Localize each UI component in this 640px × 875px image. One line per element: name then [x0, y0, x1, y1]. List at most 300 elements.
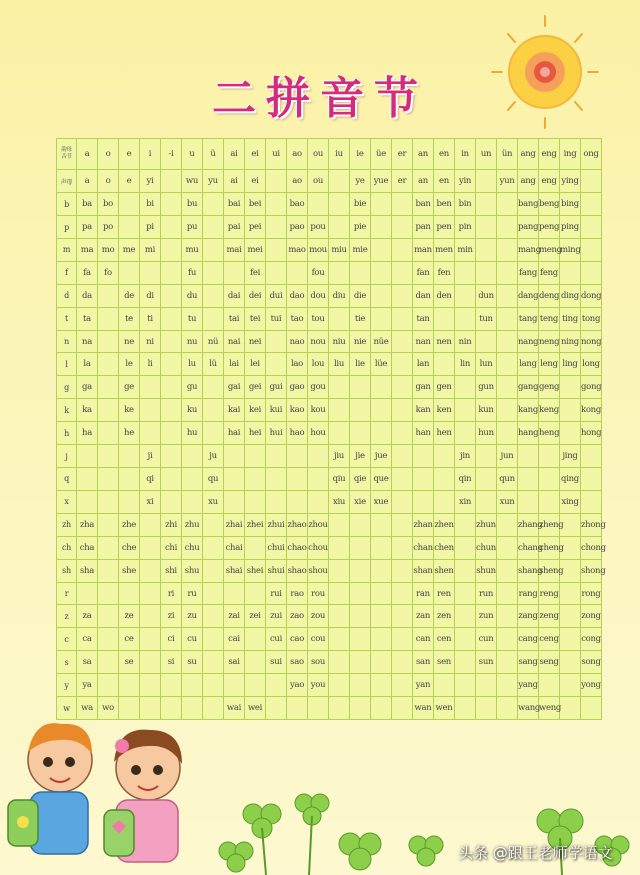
syllable-cell: shou	[308, 559, 329, 582]
syllable-cell: hui	[266, 422, 287, 445]
syllable-cell: bai	[224, 193, 245, 216]
syllable-cell: shang	[518, 559, 539, 582]
syllable-cell: bi	[140, 193, 161, 216]
syllable-cell: chai	[224, 536, 245, 559]
syllable-cell	[392, 193, 413, 216]
syllable-cell: nao	[287, 330, 308, 353]
syllable-cell: jie	[350, 445, 371, 468]
syllable-cell	[140, 422, 161, 445]
page-title: 二拼音节	[212, 73, 428, 124]
syllable-cell: pin	[455, 216, 476, 239]
syllable-cell	[287, 445, 308, 468]
syllable-cell: ri	[161, 582, 182, 605]
header-cell: ün	[497, 139, 518, 170]
syllable-cell	[350, 582, 371, 605]
syllable-cell	[203, 582, 224, 605]
syllable-cell: nong	[581, 330, 602, 353]
syllable-cell: si	[161, 651, 182, 674]
syllable-cell	[98, 445, 119, 468]
syllable-cell: tao	[287, 307, 308, 330]
syllable-cell: tui	[266, 307, 287, 330]
header-cell: üe	[371, 139, 392, 170]
syllable-cell	[476, 238, 497, 261]
syllable-cell	[329, 399, 350, 422]
syllable-cell	[119, 216, 140, 239]
syllable-cell	[203, 422, 224, 445]
syllable-cell: qi	[140, 468, 161, 491]
syllable-cell: deng	[539, 284, 560, 307]
syllable-cell	[560, 376, 581, 399]
syllable-cell: wa	[77, 697, 98, 720]
syllable-cell: teng	[539, 307, 560, 330]
syllable-cell	[266, 261, 287, 284]
syllable-cell: chang	[518, 536, 539, 559]
syllable-cell: o	[98, 170, 119, 193]
syllable-cell	[476, 445, 497, 468]
syllable-cell	[266, 193, 287, 216]
syllable-cell: hai	[224, 422, 245, 445]
syllable-cell	[329, 582, 350, 605]
row-label: m	[57, 238, 77, 261]
syllable-cell: ning	[560, 330, 581, 353]
syllable-cell: fa	[77, 261, 98, 284]
syllable-cell: yan	[413, 674, 434, 697]
syllable-cell	[161, 399, 182, 422]
syllable-cell: yu	[203, 170, 224, 193]
syllable-cell: yao	[287, 674, 308, 697]
syllable-cell: le	[119, 353, 140, 376]
syllable-cell	[497, 536, 518, 559]
syllable-cell: heng	[539, 422, 560, 445]
syllable-cell	[245, 674, 266, 697]
syllable-cell	[392, 651, 413, 674]
syllable-cell: tang	[518, 307, 539, 330]
syllable-cell: ai	[224, 170, 245, 193]
syllable-cell: jin	[455, 445, 476, 468]
syllable-cell: ran	[413, 582, 434, 605]
syllable-cell	[371, 261, 392, 284]
syllable-cell	[455, 536, 476, 559]
syllable-cell	[392, 582, 413, 605]
syllable-cell: keng	[539, 399, 560, 422]
syllable-cell: man	[413, 238, 434, 261]
syllable-cell: fang	[518, 261, 539, 284]
syllable-cell	[161, 353, 182, 376]
syllable-cell: zui	[266, 605, 287, 628]
syllable-cell	[413, 490, 434, 513]
syllable-cell: rong	[581, 582, 602, 605]
syllable-cell: liu	[329, 353, 350, 376]
syllable-cell: ne	[119, 330, 140, 353]
corner-label-syllables: 音节	[61, 154, 72, 161]
syllable-cell	[161, 170, 182, 193]
syllable-cell	[581, 468, 602, 491]
syllable-cell: mei	[245, 238, 266, 261]
syllable-cell: zong	[581, 605, 602, 628]
syllable-cell	[308, 445, 329, 468]
syllable-cell	[371, 536, 392, 559]
syllable-cell	[434, 674, 455, 697]
syllable-cell: men	[434, 238, 455, 261]
syllable-cell: lie	[350, 353, 371, 376]
syllable-cell	[203, 284, 224, 307]
syllable-cell	[455, 399, 476, 422]
table-row	[57, 513, 602, 536]
syllable-cell	[119, 490, 140, 513]
girl-illustration	[104, 730, 182, 862]
syllable-cell	[455, 674, 476, 697]
table-row	[57, 376, 602, 399]
header-cell: ai	[224, 139, 245, 170]
syllable-cell	[203, 216, 224, 239]
syllable-cell	[161, 284, 182, 307]
syllable-cell	[98, 536, 119, 559]
syllable-cell	[434, 445, 455, 468]
syllable-cell: ru	[182, 582, 203, 605]
syllable-cell: ken	[434, 399, 455, 422]
syllable-cell	[455, 582, 476, 605]
syllable-cell: du	[182, 284, 203, 307]
syllable-cell	[392, 468, 413, 491]
syllable-cell	[497, 261, 518, 284]
syllable-cell	[203, 628, 224, 651]
syllable-cell	[581, 445, 602, 468]
syllable-cell	[392, 353, 413, 376]
syllable-cell: pen	[434, 216, 455, 239]
syllable-cell: chi	[161, 536, 182, 559]
syllable-cell: bin	[455, 193, 476, 216]
syllable-cell	[497, 628, 518, 651]
row-label: s	[57, 651, 77, 674]
syllable-cell: nu	[182, 330, 203, 353]
syllable-cell	[455, 261, 476, 284]
row-label: b	[57, 193, 77, 216]
syllable-cell	[161, 490, 182, 513]
syllable-cell	[329, 628, 350, 651]
syllable-cell	[392, 674, 413, 697]
table-row	[57, 330, 602, 353]
syllable-cell	[476, 330, 497, 353]
syllable-cell	[371, 284, 392, 307]
syllable-cell	[350, 559, 371, 582]
syllable-cell	[392, 261, 413, 284]
syllable-cell: ka	[77, 399, 98, 422]
syllable-cell	[329, 376, 350, 399]
syllable-cell	[287, 261, 308, 284]
syllable-cell	[560, 422, 581, 445]
syllable-cell: tan	[413, 307, 434, 330]
syllable-cell: gou	[308, 376, 329, 399]
syllable-cell: kao	[287, 399, 308, 422]
syllable-cell: shai	[224, 559, 245, 582]
watermark-text: 头条 @跟王老师学语文	[458, 844, 613, 862]
syllable-cell: qin	[455, 468, 476, 491]
syllable-cell	[203, 307, 224, 330]
syllable-cell: ge	[119, 376, 140, 399]
syllable-cell	[140, 261, 161, 284]
syllable-cell	[371, 513, 392, 536]
syllable-cell	[350, 651, 371, 674]
row-label: k	[57, 399, 77, 422]
syllable-cell	[119, 445, 140, 468]
syllable-cell: su	[182, 651, 203, 674]
syllable-cell	[392, 284, 413, 307]
syllable-cell	[98, 284, 119, 307]
syllable-cell: rang	[518, 582, 539, 605]
syllable-cell: ke	[119, 399, 140, 422]
syllable-cell: cheng	[539, 536, 560, 559]
syllable-cell: lin	[455, 353, 476, 376]
syllable-cell	[98, 330, 119, 353]
header-cell: ei	[245, 139, 266, 170]
syllable-cell	[161, 238, 182, 261]
syllable-cell: shong	[581, 559, 602, 582]
syllable-cell: zhan	[413, 513, 434, 536]
syllable-cell: mai	[224, 238, 245, 261]
syllable-cell: ji	[140, 445, 161, 468]
syllable-cell: wang	[518, 697, 539, 720]
table-row	[57, 193, 602, 216]
syllable-cell	[476, 261, 497, 284]
syllable-cell	[161, 468, 182, 491]
syllable-cell	[161, 261, 182, 284]
syllable-cell	[560, 605, 581, 628]
syllable-cell: fei	[245, 261, 266, 284]
syllable-cell	[161, 330, 182, 353]
syllable-cell	[98, 376, 119, 399]
syllable-cell	[266, 468, 287, 491]
syllable-cell	[350, 628, 371, 651]
syllable-cell	[371, 605, 392, 628]
syllable-cell	[329, 674, 350, 697]
syllable-cell	[77, 468, 98, 491]
syllable-cell: mang	[518, 238, 539, 261]
syllable-cell: zhong	[581, 513, 602, 536]
syllable-cell: ca	[77, 628, 98, 651]
syllable-cell: shu	[182, 559, 203, 582]
syllable-cell	[497, 559, 518, 582]
syllable-cell: zang	[518, 605, 539, 628]
syllable-cell: run	[476, 582, 497, 605]
syllable-cell: zao	[287, 605, 308, 628]
syllable-cell: nen	[434, 330, 455, 353]
syllable-cell: wai	[224, 697, 245, 720]
syllable-cell: wo	[98, 697, 119, 720]
syllable-cell	[392, 605, 413, 628]
syllable-cell: za	[77, 605, 98, 628]
syllable-cell	[266, 216, 287, 239]
syllable-cell: zan	[413, 605, 434, 628]
syllable-cell	[392, 307, 413, 330]
syllable-cell: gai	[224, 376, 245, 399]
syllable-cell	[539, 490, 560, 513]
syllable-cell	[224, 674, 245, 697]
syllable-cell: lou	[308, 353, 329, 376]
syllable-cell	[371, 628, 392, 651]
syllable-cell	[497, 353, 518, 376]
syllable-cell	[287, 468, 308, 491]
syllable-cell: die	[350, 284, 371, 307]
syllable-cell	[161, 193, 182, 216]
syllable-cell: zha	[77, 513, 98, 536]
syllable-cell: dan	[413, 284, 434, 307]
syllable-cell	[476, 193, 497, 216]
table-row	[57, 399, 602, 422]
corner-label-finals: 韵母	[61, 147, 72, 154]
syllable-cell: tou	[308, 307, 329, 330]
syllable-cell: gen	[434, 376, 455, 399]
syllable-cell	[119, 468, 140, 491]
syllable-cell	[161, 445, 182, 468]
syllable-cell	[140, 399, 161, 422]
syllable-cell: shi	[161, 559, 182, 582]
syllable-cell: feng	[539, 261, 560, 284]
syllable-cell: cha	[77, 536, 98, 559]
syllable-cell	[224, 261, 245, 284]
table-row	[57, 238, 602, 261]
syllable-cell: xiu	[329, 490, 350, 513]
syllable-cell: song	[581, 651, 602, 674]
syllable-cell	[266, 445, 287, 468]
syllable-cell	[203, 376, 224, 399]
syllable-cell: hun	[476, 422, 497, 445]
syllable-cell: hu	[182, 422, 203, 445]
syllable-cell	[497, 399, 518, 422]
row-label: y	[57, 674, 77, 697]
syllable-cell: pan	[413, 216, 434, 239]
syllable-cell	[434, 353, 455, 376]
syllable-cell	[203, 399, 224, 422]
syllable-cell	[287, 490, 308, 513]
syllable-cell: neng	[539, 330, 560, 353]
syllable-cell: qun	[497, 468, 518, 491]
syllable-cell: pu	[182, 216, 203, 239]
syllable-cell: zhui	[266, 513, 287, 536]
syllable-cell: ju	[203, 445, 224, 468]
table-row	[57, 582, 602, 605]
syllable-cell	[581, 170, 602, 193]
syllable-cell: xie	[350, 490, 371, 513]
header-cell: iu	[329, 139, 350, 170]
syllable-cell	[329, 422, 350, 445]
syllable-cell	[98, 651, 119, 674]
syllable-cell	[497, 307, 518, 330]
table-row	[57, 536, 602, 559]
syllable-cell	[560, 261, 581, 284]
syllable-cell: ling	[560, 353, 581, 376]
syllable-cell	[245, 536, 266, 559]
syllable-cell	[371, 422, 392, 445]
syllable-cell	[539, 445, 560, 468]
syllable-cell: de	[119, 284, 140, 307]
syllable-cell: fen	[434, 261, 455, 284]
syllable-cell	[98, 513, 119, 536]
row-label: r	[57, 582, 77, 605]
syllable-cell: wan	[413, 697, 434, 720]
syllable-cell: ting	[560, 307, 581, 330]
syllable-cell	[392, 559, 413, 582]
syllable-cell: mu	[182, 238, 203, 261]
syllable-cell: xin	[455, 490, 476, 513]
syllable-cell: lu	[182, 353, 203, 376]
syllable-cell: dui	[266, 284, 287, 307]
syllable-cell	[455, 307, 476, 330]
header-cell: o	[98, 139, 119, 170]
header-cell: eng	[539, 139, 560, 170]
syllable-cell: kei	[245, 399, 266, 422]
table-row	[57, 628, 602, 651]
syllable-cell	[203, 559, 224, 582]
syllable-cell: weng	[539, 697, 560, 720]
syllable-cell	[140, 674, 161, 697]
syllable-cell	[392, 376, 413, 399]
syllable-cell: rou	[308, 582, 329, 605]
syllable-cell: bing	[560, 193, 581, 216]
row-label: n	[57, 330, 77, 353]
syllable-cell: you	[308, 674, 329, 697]
sun-illustration	[490, 12, 600, 132]
row-label: g	[57, 376, 77, 399]
syllable-cell	[266, 170, 287, 193]
syllable-cell: ya	[77, 674, 98, 697]
syllable-cell	[140, 513, 161, 536]
syllable-cell	[329, 216, 350, 239]
syllable-cell: en	[434, 170, 455, 193]
syllable-cell: tu	[182, 307, 203, 330]
syllable-cell: lang	[518, 353, 539, 376]
syllable-cell	[266, 238, 287, 261]
syllable-cell	[245, 445, 266, 468]
syllable-cell: bang	[518, 193, 539, 216]
syllable-cell: nüe	[371, 330, 392, 353]
syllable-cell: shei	[245, 559, 266, 582]
syllable-cell	[581, 238, 602, 261]
syllable-cell	[329, 651, 350, 674]
syllable-cell	[392, 536, 413, 559]
header-cell: -i	[161, 139, 182, 170]
syllable-cell: bei	[245, 193, 266, 216]
syllable-cell: she	[119, 559, 140, 582]
syllable-cell: ta	[77, 307, 98, 330]
header-cell: ao	[287, 139, 308, 170]
syllable-cell: dei	[245, 284, 266, 307]
syllable-cell: nan	[413, 330, 434, 353]
syllable-cell: ying	[560, 170, 581, 193]
syllable-cell: gei	[245, 376, 266, 399]
syllable-cell: que	[371, 468, 392, 491]
syllable-cell: ci	[161, 628, 182, 651]
syllable-cell: fan	[413, 261, 434, 284]
table-row	[57, 353, 602, 376]
syllable-cell: shao	[287, 559, 308, 582]
syllable-cell: jiu	[329, 445, 350, 468]
syllable-cell	[539, 674, 560, 697]
syllable-cell: ze	[119, 605, 140, 628]
syllable-cell: li	[140, 353, 161, 376]
syllable-cell	[308, 193, 329, 216]
header-cell: ong	[581, 139, 602, 170]
syllable-cell	[98, 399, 119, 422]
syllable-cell	[266, 330, 287, 353]
syllable-cell: mie	[350, 238, 371, 261]
syllable-cell	[203, 513, 224, 536]
syllable-cell: chun	[476, 536, 497, 559]
syllable-cell: tun	[476, 307, 497, 330]
syllable-cell	[98, 490, 119, 513]
syllable-cell	[392, 628, 413, 651]
syllable-cell: na	[77, 330, 98, 353]
syllable-cell	[350, 399, 371, 422]
